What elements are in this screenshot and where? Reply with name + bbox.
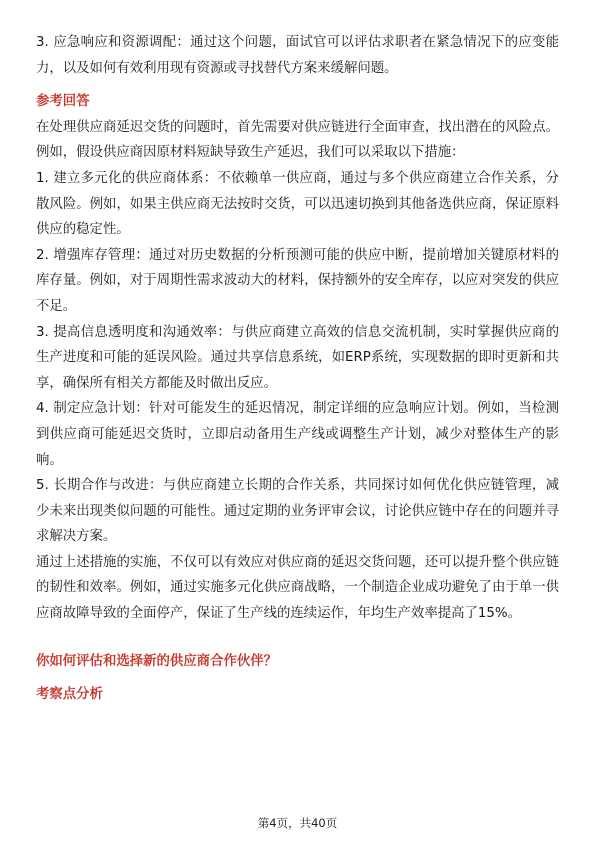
- answer-conclusion: 通过上述措施的实施，不仅可以有效应对供应商的延迟交货问题，还可以提升整个供应链的韧性和效率。例如，通过实施多元化供应商战略，一个制造企业成功避免了由于单一供应商故障导致的全面停产，保证了生产线的连续运作，年均生产效率提高了15%。: [36, 554, 559, 622]
- answer-intro: 在处理供应商延迟交货的问题时，首先需要对供应链进行全面审查，找出潜在的风险点。例如，假设供应商因原材料短缺导致生产延迟，我们可以采取以下措施：: [36, 119, 559, 161]
- page-number-footer: 第4页，共40页: [257, 816, 338, 830]
- document-page: [36, 30, 559, 708]
- intro-point-3: 3. 应急响应和资源调配：通过这个问题，面试官可以评估求职者在紧急情况下的应变能力，以及如何有效利用现有资源或寻找替代方案来缓解问题。: [36, 35, 559, 76]
- answer-item-2: 2. 增强库存管理：通过对历史数据的分析预测可能的供应中断，提前增加关键原材料的库存量。例如，对于周期性需求波动大的材料，保持额外的安全库存，以应对突发的供应不足。: [36, 247, 559, 314]
- analysis-heading: 考察点分析: [36, 687, 103, 703]
- next-question-title: 你如何评估和选择新的供应商合作伙伴？: [36, 653, 278, 669]
- answer-heading: 参考回答: [36, 94, 90, 110]
- answer-item-4: 4. 制定应急计划：针对可能发生的延迟情况，制定详细的应急响应计划。例如，当检测到供应商可能延迟交货时，立即启动备用生产线或调整生产计划，减少对整体生产的影响。: [36, 401, 559, 468]
- answer-item-1: 1. 建立多元化的供应商体系：不依赖单一供应商，通过与多个供应商建立合作关系，分散风险。例如，如果主供应商无法按时交货，可以迅速切换到其他备选供应商，保证原料供应的稳定性。: [36, 170, 559, 238]
- answer-item-3: 3. 提高信息透明度和沟通效率：与供应商建立高效的信息交流机制，实时掌握供应商的生产进度和可能的延误风险。通过共享信息系统，如ERP系统，实现数据的即时更新和共享，确保所有相关方都能及时做出反应。: [36, 324, 559, 391]
- answer-item-5: 5. 长期合作与改进：与供应商建立长期的合作关系，共同探讨如何优化供应链管理，减少未来出现类似问题的可能性。通过定期的业务评审会议，讨论供应链中存在的问题并寻求解决方案。: [36, 478, 559, 545]
